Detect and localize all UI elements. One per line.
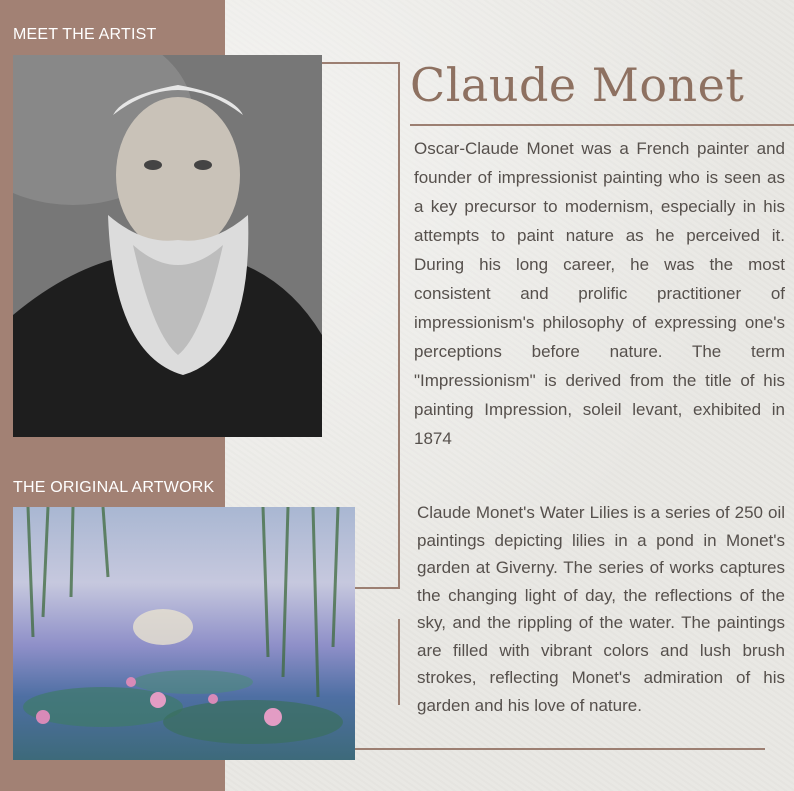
bracket-top-line — [322, 62, 400, 64]
meet-the-artist-label: MEET THE ARTIST — [13, 26, 157, 43]
water-lilies-painting — [13, 507, 355, 760]
artwork-description: Claude Monet's Water Lilies is a series of 250 oil paintings depicting lilies in a pond in Monet's garden at Giverny. The series of works captures the changing light of day, the reflections of the sky, and the rippling of the water. The paintings are filled with vibrant colors and lush brush strokes, reflecting Monet's admiration of his garden and his love of nature. — [417, 503, 785, 715]
accent-vertical-line — [398, 619, 400, 705]
artist-bio: Oscar-Claude Monet was a French painter and founder of impressionist painting who is seen as a key precursor to modernism, especially in his attempts to paint nature as he perceived it. During his long career, he was the most consistent and prolific practitioner of impressionism's philosophy of expressing one's perceptions before nature. The term "Impressionism" is derived from the title of his painting Impression, soleil levant, exhibited in 1874 — [414, 139, 785, 448]
original-artwork-label: THE ORIGINAL ARTWORK — [13, 479, 215, 496]
artist-portrait — [13, 55, 322, 437]
artist-name-title: Claude Monet — [410, 58, 745, 112]
bracket-bottom-line — [355, 587, 400, 589]
bracket-vertical-line — [398, 62, 400, 589]
bottom-divider — [355, 748, 765, 750]
title-underline — [410, 124, 794, 126]
